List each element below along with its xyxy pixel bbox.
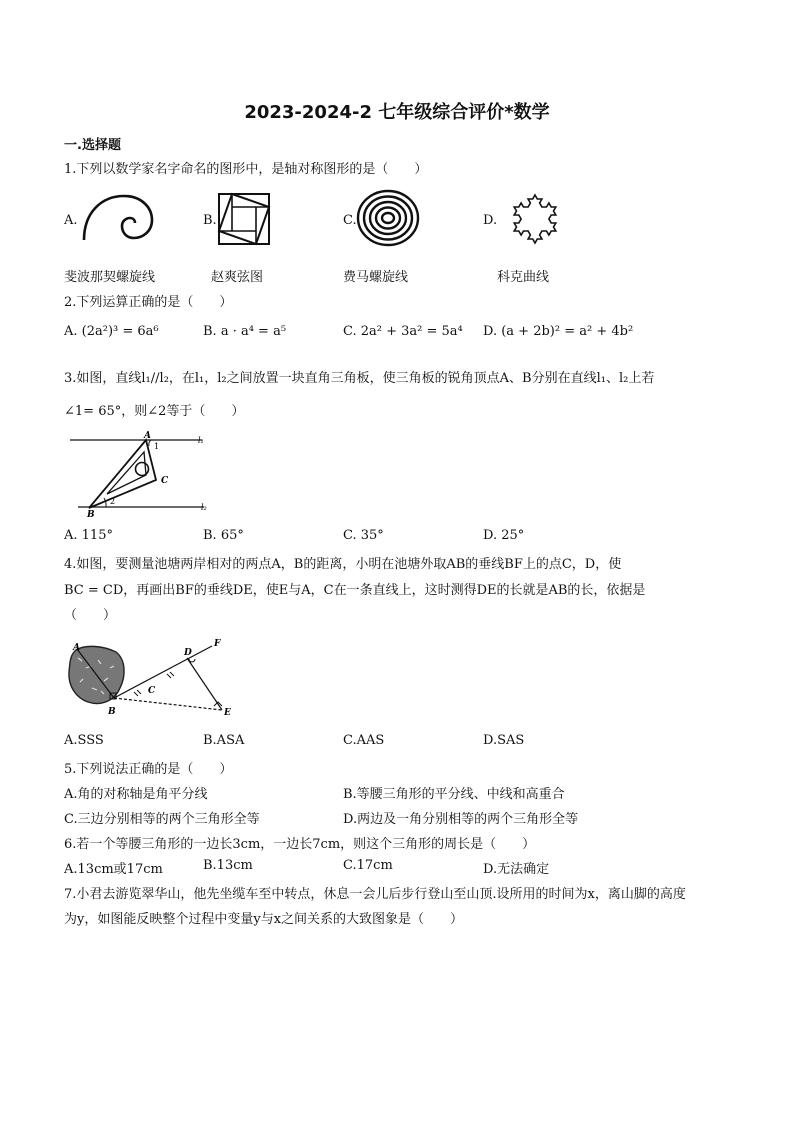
question-6-text: 6.若一个等腰三角形的一边长3cm，一边长7cm，则这个三角形的周长是（ ） <box>64 837 536 852</box>
q6-option-b: B.13cm <box>203 858 253 873</box>
question-4-text-line1: 4.如图，要测量池塘两岸相对的两点A，B的距离，小明在池塘外取AB的垂线BF上的点C，D，使 <box>64 557 622 572</box>
label-E: E <box>224 708 231 718</box>
label-B: B <box>108 707 116 717</box>
q2-option-c: C. 2a² + 3a² = 5a⁴ <box>343 324 463 339</box>
koch-snowflake-figure <box>500 185 570 249</box>
label-C: C <box>161 476 169 486</box>
question-4-text-line3: （ ） <box>64 608 117 623</box>
label-A: A <box>73 643 80 653</box>
q5-option-c: C.三边分别相等的两个三角形全等 <box>64 812 260 827</box>
q1-caption-c: 费马螺旋线 <box>343 270 409 285</box>
q2-option-d: D. (a + 2b)² = a² + 4b² <box>483 324 634 339</box>
question-1-text: 1.下列以数学家名字命名的图形中，是轴对称图形的是（ ） <box>64 162 428 177</box>
question-5-text: 5.下列说法正确的是（ ） <box>64 762 233 777</box>
q4-option-c: C.AAS <box>343 733 385 748</box>
zhao-shuang-diagram-figure <box>218 193 270 245</box>
q1-option-b-label: B. <box>203 213 217 228</box>
q4-pond-figure <box>64 638 244 720</box>
label-angle-2: 2 <box>110 497 116 506</box>
label-F: F <box>214 639 221 649</box>
q2-option-b: B. a · a⁴ = a⁵ <box>203 324 287 339</box>
q3-option-d: D. 25° <box>483 528 525 543</box>
q6-option-a: A.13cm或17cm <box>64 862 163 877</box>
q1-option-c-label: C. <box>343 213 357 228</box>
q1-caption-d: 科克曲线 <box>497 270 550 285</box>
q4-option-a: A.SSS <box>64 733 104 748</box>
question-3-text-line2: ∠1= 65°，则∠2等于（ ） <box>64 404 245 419</box>
fermat-spiral-figure <box>356 189 420 247</box>
q4-option-b: B.ASA <box>203 733 245 748</box>
question-4-text-line2: BC = CD，再画出BF的垂线DE，使E与A，C在一条直线上，这时测得DE的长就是AB的长，依据是 <box>64 583 646 598</box>
q2-option-a: A. (2a²)³ = 6a⁶ <box>64 324 159 339</box>
question-3-text-line1: 3.如图，直线l₁//l₂，在l₁，l₂之间放置一块直角三角板，使三角板的锐角顶点A、B分别在直线l₁、l₂上若 <box>64 371 655 386</box>
label-l2: l₂ <box>201 503 207 512</box>
q1-caption-b: 赵爽弦图 <box>211 270 264 285</box>
q3-parallel-lines-figure <box>64 430 214 520</box>
label-C: C <box>148 686 156 696</box>
question-2-text: 2.下列运算正确的是（ ） <box>64 295 233 310</box>
q6-option-c: C.17cm <box>343 858 393 873</box>
q4-option-d: D.SAS <box>483 733 525 748</box>
q5-option-d: D.两边及一角分别相等的两个三角形全等 <box>343 812 579 827</box>
label-D: D <box>184 648 192 658</box>
question-7-text-line1: 7.小君去游览翠华山，他先坐缆车至中转点，休息一会儿后步行登山至山顶.设所用的时间为x，离山脚的高度 <box>64 887 686 902</box>
label-l1: l₁ <box>198 436 204 445</box>
q1-option-a-label: A. <box>64 213 78 228</box>
label-angle-1: 1 <box>154 442 160 451</box>
page-title: 2023-2024-2 七年级综合评价*数学 <box>244 102 550 123</box>
q1-caption-a: 斐波那契螺旋线 <box>64 270 156 285</box>
label-A: A <box>144 431 151 441</box>
question-7-text-line2: 为y，如图能反映整个过程中变量y与x之间关系的大致图象是（ ） <box>64 912 464 927</box>
section-heading: 一.选择题 <box>64 138 121 153</box>
q1-option-d-label: D. <box>483 213 498 228</box>
q5-option-a: A.角的对称轴是角平分线 <box>64 787 208 802</box>
fibonacci-spiral-figure <box>80 190 155 245</box>
q6-option-d: D.无法确定 <box>483 862 550 877</box>
q3-option-a: A. 115° <box>64 528 113 543</box>
label-B: B <box>87 510 95 520</box>
q3-option-b: B. 65° <box>203 528 244 543</box>
q3-option-c: C. 35° <box>343 528 384 543</box>
q5-option-b: B.等腰三角形的平分线、中线和高重合 <box>343 787 565 802</box>
